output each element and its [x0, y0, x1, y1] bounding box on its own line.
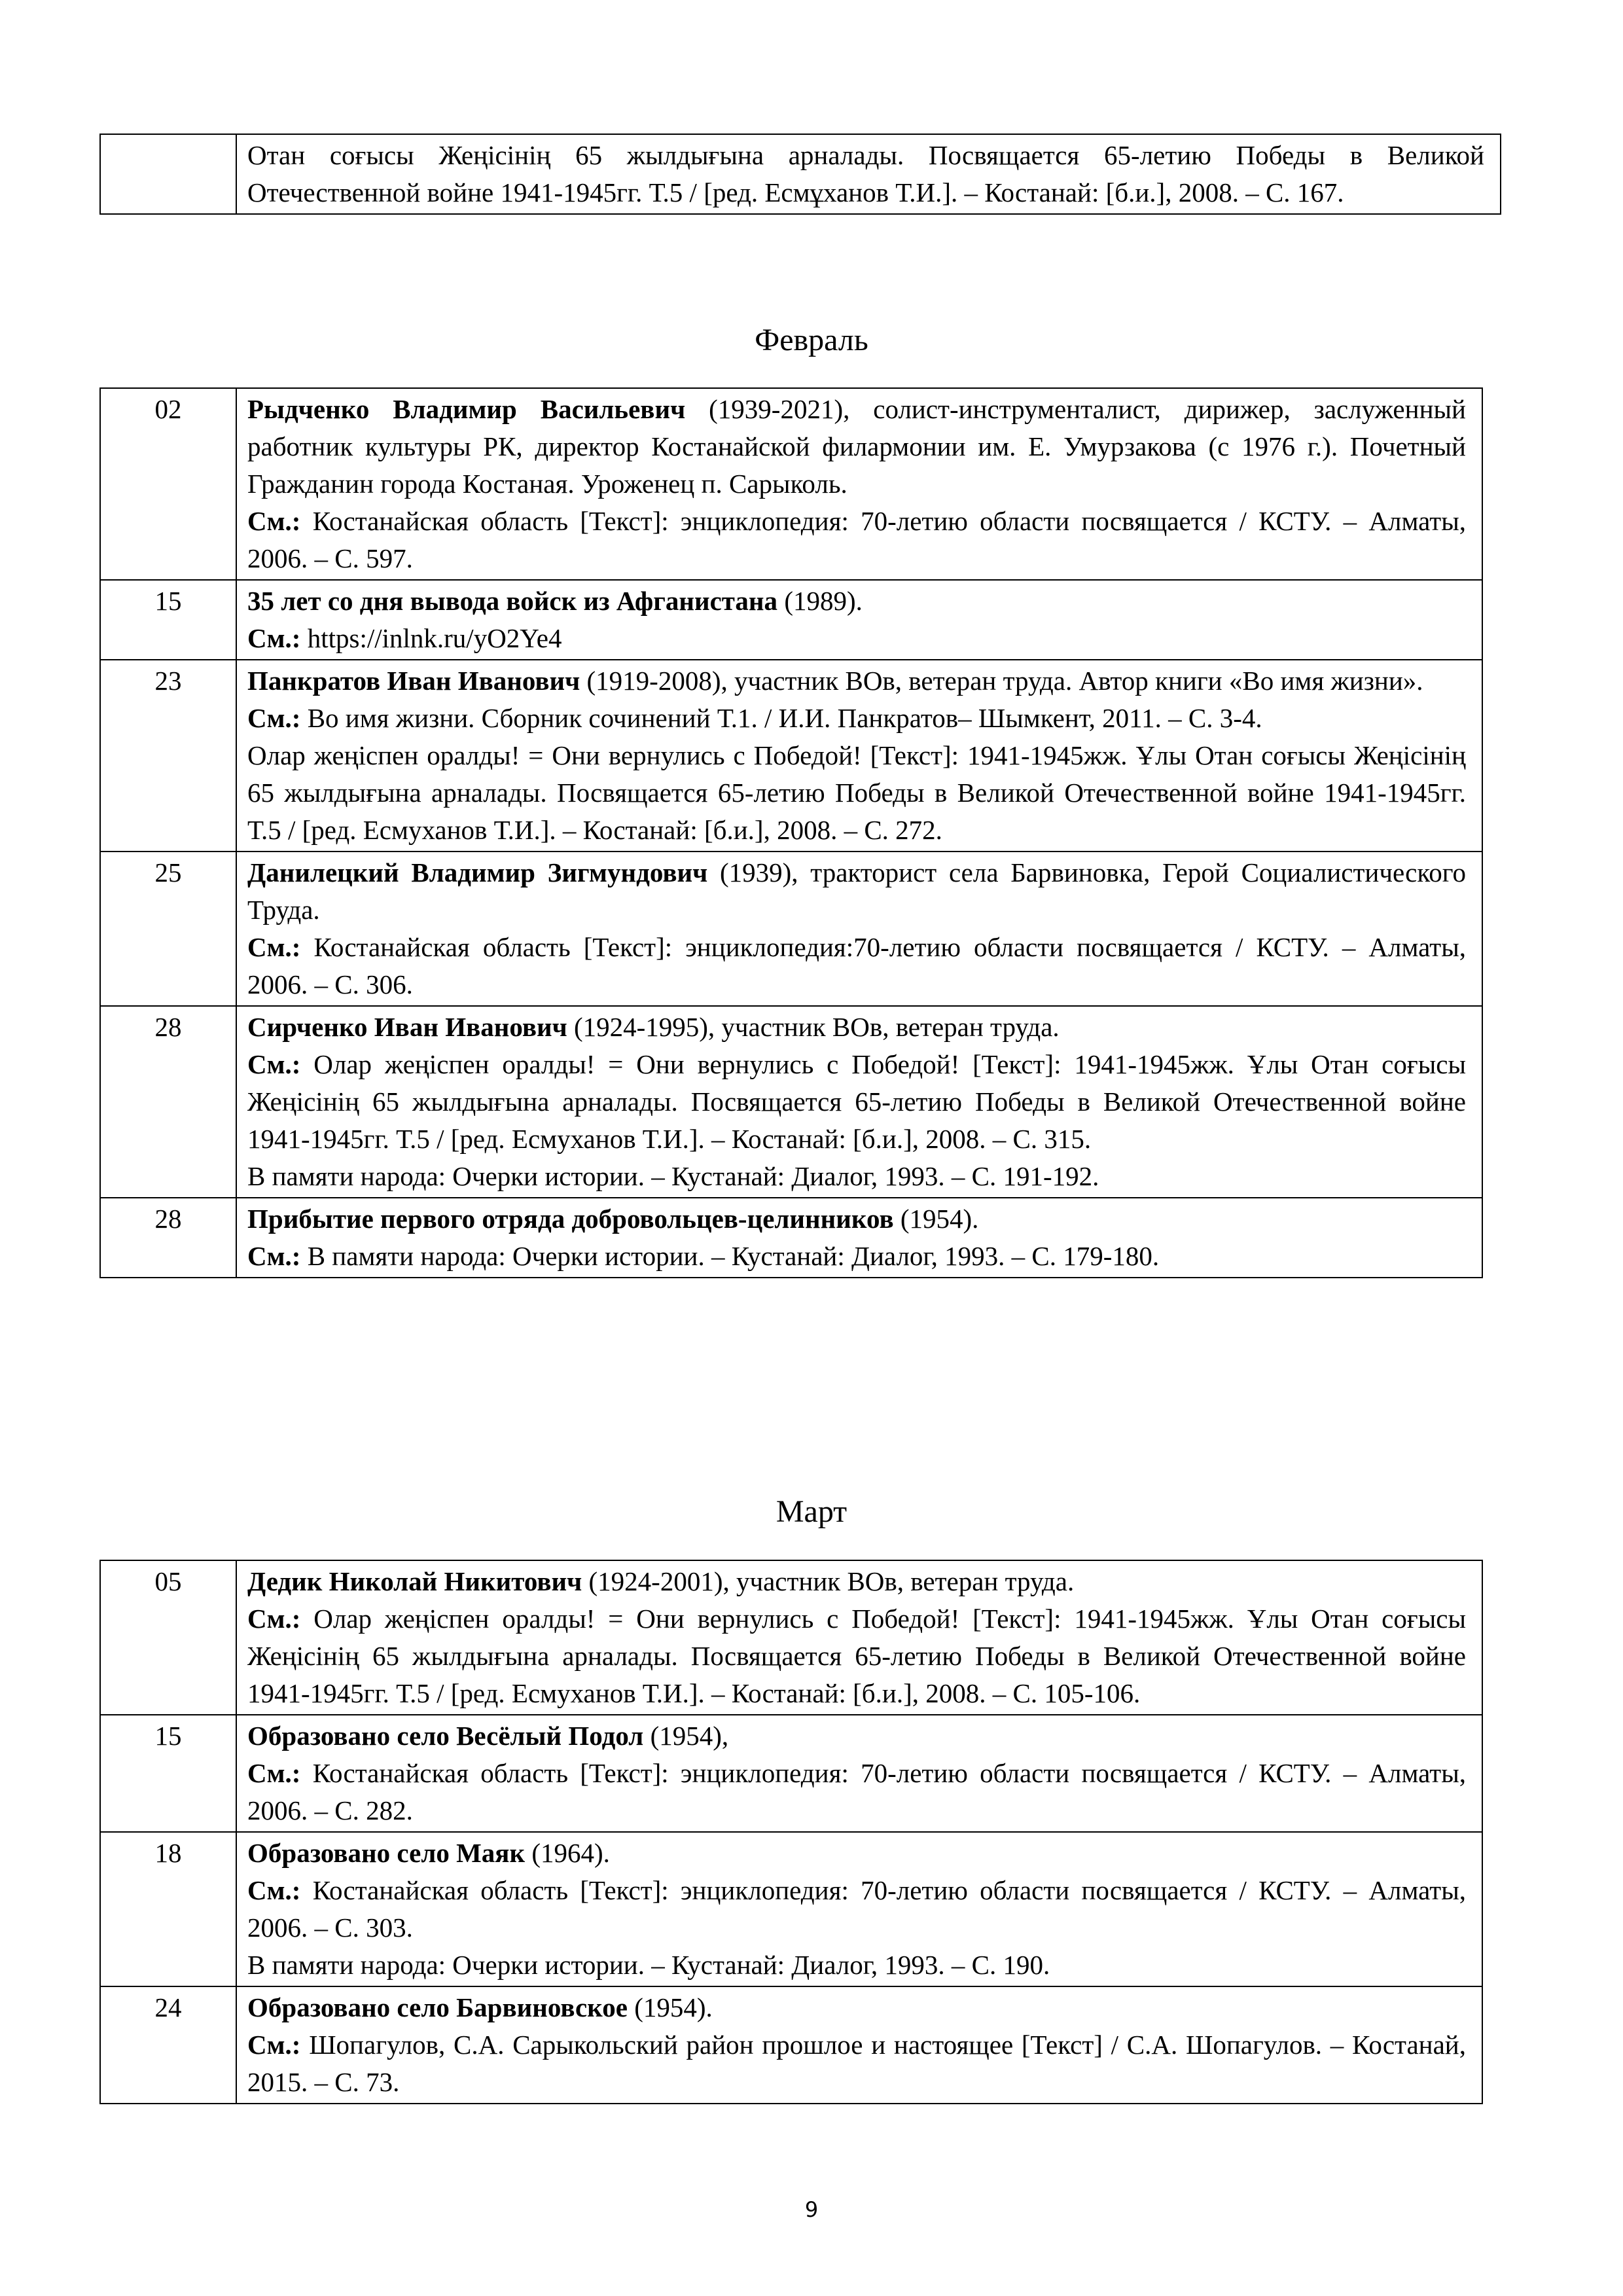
- entry-cell: [236, 1986, 1482, 2104]
- entry-heading: Панкратов Иван Иванович: [247, 666, 580, 696]
- date-cell: 28: [100, 1006, 236, 1198]
- entry-heading: Сирченко Иван Иванович: [247, 1012, 567, 1042]
- see-also-line: [247, 1600, 1466, 1712]
- see-reference: Шопагулов, С.А. Сарыкольский район прошлое и настоящее [Текст] / С.А. Шопагулов. – Костанай, 2015. – С. 73.: [247, 2030, 1466, 2097]
- see-also-line: [247, 2026, 1466, 2101]
- additional-reference: В памяти народа: Очерки истории. – Кустанай: Диалог, 1993. – С. 190.: [247, 1950, 1050, 1980]
- additional-reference: В памяти народа: Очерки истории. – Кустанай: Диалог, 1993. – С. 191-192.: [247, 1161, 1099, 1191]
- see-reference: Во имя жизни. Сборник сочинений Т.1. / И.И. Панкратов– Шымкент, 2011. – С. 3-4.: [300, 703, 1262, 733]
- see-reference: Олар жеңіспен оралды! = Они вернулись с Победой! [Текст]: 1941-1945жж. Ұлы Отан соғысы Жеңісінің 65 жылдығына арналады. Посвящается 65-летию Победы в Великой Отечественной войне 1941-1945гг. Т.5 / [ред. Есмуханов Т.И.]. – Костанай: [б.и.], 2008. – С. 105-106.: [247, 1604, 1466, 1708]
- entry-heading: Данилецкий Владимир Зигмундович: [247, 857, 708, 888]
- date-cell: 15: [100, 1715, 236, 1832]
- see-reference: В памяти народа: Очерки истории. – Кустанай: Диалог, 1993. – С. 179-180.: [300, 1241, 1160, 1271]
- table-row: [100, 1832, 1482, 1986]
- page-number: 9: [804, 2197, 819, 2222]
- entry-heading: Образовано село Маяк: [247, 1838, 526, 1868]
- entry-description: (1939-2021), солист-инструменталист, дирижер, заслуженный работник культуры РК, директор Костанайской филармонии им. Е. Умурзакова (с 1976 г.). Почетный Гражданин города Костаная. Уроженец п. Сарыколь.: [247, 394, 1466, 499]
- see-also-line: [247, 620, 1466, 657]
- february-events-table: [99, 387, 1483, 1278]
- see-also-line: [247, 929, 1466, 1003]
- see-also-line: [247, 1755, 1466, 1829]
- table-row: [100, 580, 1482, 660]
- see-reference: Костанайская область [Текст]: энциклопедия: 70-летию области посвящается / КСТУ. – Алматы, 2006. – С. 303.: [247, 1875, 1466, 1943]
- see-reference-link[interactable]: https://inlnk.ru/yO2Ye4: [300, 623, 562, 653]
- date-cell: 02: [100, 388, 236, 580]
- entry-description: (1954).: [893, 1204, 979, 1234]
- table-row: [100, 1986, 1482, 2104]
- march-events-table: [99, 1560, 1483, 2104]
- see-also-line: [247, 503, 1466, 577]
- entry-cell: [236, 1006, 1482, 1198]
- entry-description: (1939), тракторист села Барвиновка, Герой Социалистического Труда.: [247, 857, 1466, 925]
- entry-cell: [236, 1560, 1482, 1715]
- see-label: См.:: [247, 932, 301, 962]
- entry-heading-line: [247, 1009, 1466, 1046]
- see-label: См.:: [247, 1241, 301, 1271]
- entry-heading-line: [247, 1989, 1466, 2026]
- entry-heading-line: [247, 391, 1466, 503]
- entry-cell: [236, 388, 1482, 580]
- date-cell: 25: [100, 852, 236, 1006]
- entry-description: (1919-2008), участник ВОв, ветеран труда. Автор книги «Во имя жизни».: [580, 666, 1423, 696]
- see-also-line: [247, 700, 1466, 737]
- carry-over-table: [99, 134, 1501, 215]
- see-reference: Костанайская область [Текст]: энциклопедия: 70-летию области посвящается / КСТУ. – Алматы, 2006. – С. 597.: [247, 506, 1466, 573]
- entry-heading: Образовано село Весёлый Подол: [247, 1721, 644, 1751]
- section-title-february: Февраль: [755, 323, 868, 357]
- see-label: См.:: [247, 623, 301, 653]
- date-cell: 18: [100, 1832, 236, 1986]
- date-cell: 24: [100, 1986, 236, 2104]
- entry-heading-line: [247, 854, 1466, 929]
- see-reference: Костанайская область [Текст]: энциклопедия:70-летию области посвящается / КСТУ. – Алматы, 2006. – С. 306.: [247, 932, 1466, 999]
- entry-heading-line: [247, 662, 1466, 700]
- table-row: [100, 388, 1482, 580]
- entry-cell: [236, 852, 1482, 1006]
- see-label: См.:: [247, 1604, 301, 1634]
- entry-description: (1989).: [777, 586, 863, 616]
- entry-heading-line: [247, 1200, 1466, 1238]
- date-cell: 28: [100, 1198, 236, 1278]
- entry-heading: Прибытие первого отряда добровольцев-целинников: [247, 1204, 894, 1234]
- table-row: [100, 660, 1482, 852]
- see-reference: Олар жеңіспен оралды! = Они вернулись с Победой! [Текст]: 1941-1945жж. Ұлы Отан соғысы Жеңісінің 65 жылдығына арналады. Посвящается 65-летию Победы в Великой Отечественной войне 1941-1945гг. Т.5 / [ред. Есмуханов Т.И.]. – Костанай: [б.и.], 2008. – С. 315.: [247, 1049, 1466, 1154]
- date-cell: [100, 134, 236, 214]
- entry-text: Отан соғысы Жеңісінің 65 жылдығына арналады. Посвящается 65-летию Победы в Великой Отечественной войне 1941-1945гг. Т.5 / [ред. Есмұханов Т.И.]. – Костанай: [б.и.], 2008. – С. 167.: [236, 134, 1501, 214]
- table-row: [100, 1198, 1482, 1278]
- table-row: [100, 134, 1501, 214]
- section-title-march: Март: [776, 1494, 847, 1529]
- entry-heading: Дедик Николай Никитович: [247, 1566, 582, 1596]
- entry-cell: [236, 1198, 1482, 1278]
- date-cell: 15: [100, 580, 236, 660]
- entry-cell: [236, 1832, 1482, 1986]
- entry-heading-line: [247, 1717, 1466, 1755]
- see-label: См.:: [247, 1875, 301, 1905]
- entry-cell: [236, 660, 1482, 852]
- see-also-line: [247, 1872, 1466, 1946]
- table-row: [100, 852, 1482, 1006]
- see-also-line: [247, 1238, 1466, 1275]
- date-cell: 23: [100, 660, 236, 852]
- entry-cell: [236, 580, 1482, 660]
- entry-heading: Образовано село Барвиновское: [247, 1992, 628, 2022]
- see-label: См.:: [247, 2030, 301, 2060]
- additional-reference: Олар жеңіспен оралды! = Они вернулись с Победой! [Текст]: 1941-1945жж. Ұлы Отан соғысы Жеңісінің 65 жылдығына арналады. Посвящается 65-летию Победы в Великой Отечественной войне 1941-1945гг. Т.5 / [ред. Есмуханов Т.И.]. – Костанай: [б.и.], 2008. – С. 272.: [247, 740, 1466, 845]
- entry-description: (1964).: [525, 1838, 610, 1868]
- entry-description: (1924-2001), участник ВОв, ветеран труда.: [582, 1566, 1075, 1596]
- see-label: См.:: [247, 703, 301, 733]
- table-row: [100, 1560, 1482, 1715]
- see-label: См.:: [247, 1049, 301, 1079]
- entry-heading-line: [247, 583, 1466, 620]
- entry-description: (1954).: [627, 1992, 713, 2022]
- see-label: См.:: [247, 506, 301, 536]
- entry-heading: Рыдченко Владимир Васильевич: [247, 394, 686, 424]
- entry-heading: 35 лет со дня вывода войск из Афганистана: [247, 586, 778, 616]
- table-row: [100, 1715, 1482, 1832]
- date-cell: 05: [100, 1560, 236, 1715]
- see-also-line: [247, 1046, 1466, 1158]
- entry-description: (1954),: [643, 1721, 729, 1751]
- entry-description: (1924-1995), участник ВОв, ветеран труда.: [567, 1012, 1060, 1042]
- table-row: [100, 1006, 1482, 1198]
- entry-heading-line: [247, 1835, 1466, 1872]
- see-label: См.:: [247, 1758, 301, 1788]
- see-reference: Костанайская область [Текст]: энциклопедия: 70-летию области посвящается / КСТУ. – Алматы, 2006. – С. 282.: [247, 1758, 1466, 1825]
- entry-cell: [236, 1715, 1482, 1832]
- entry-heading-line: [247, 1563, 1466, 1600]
